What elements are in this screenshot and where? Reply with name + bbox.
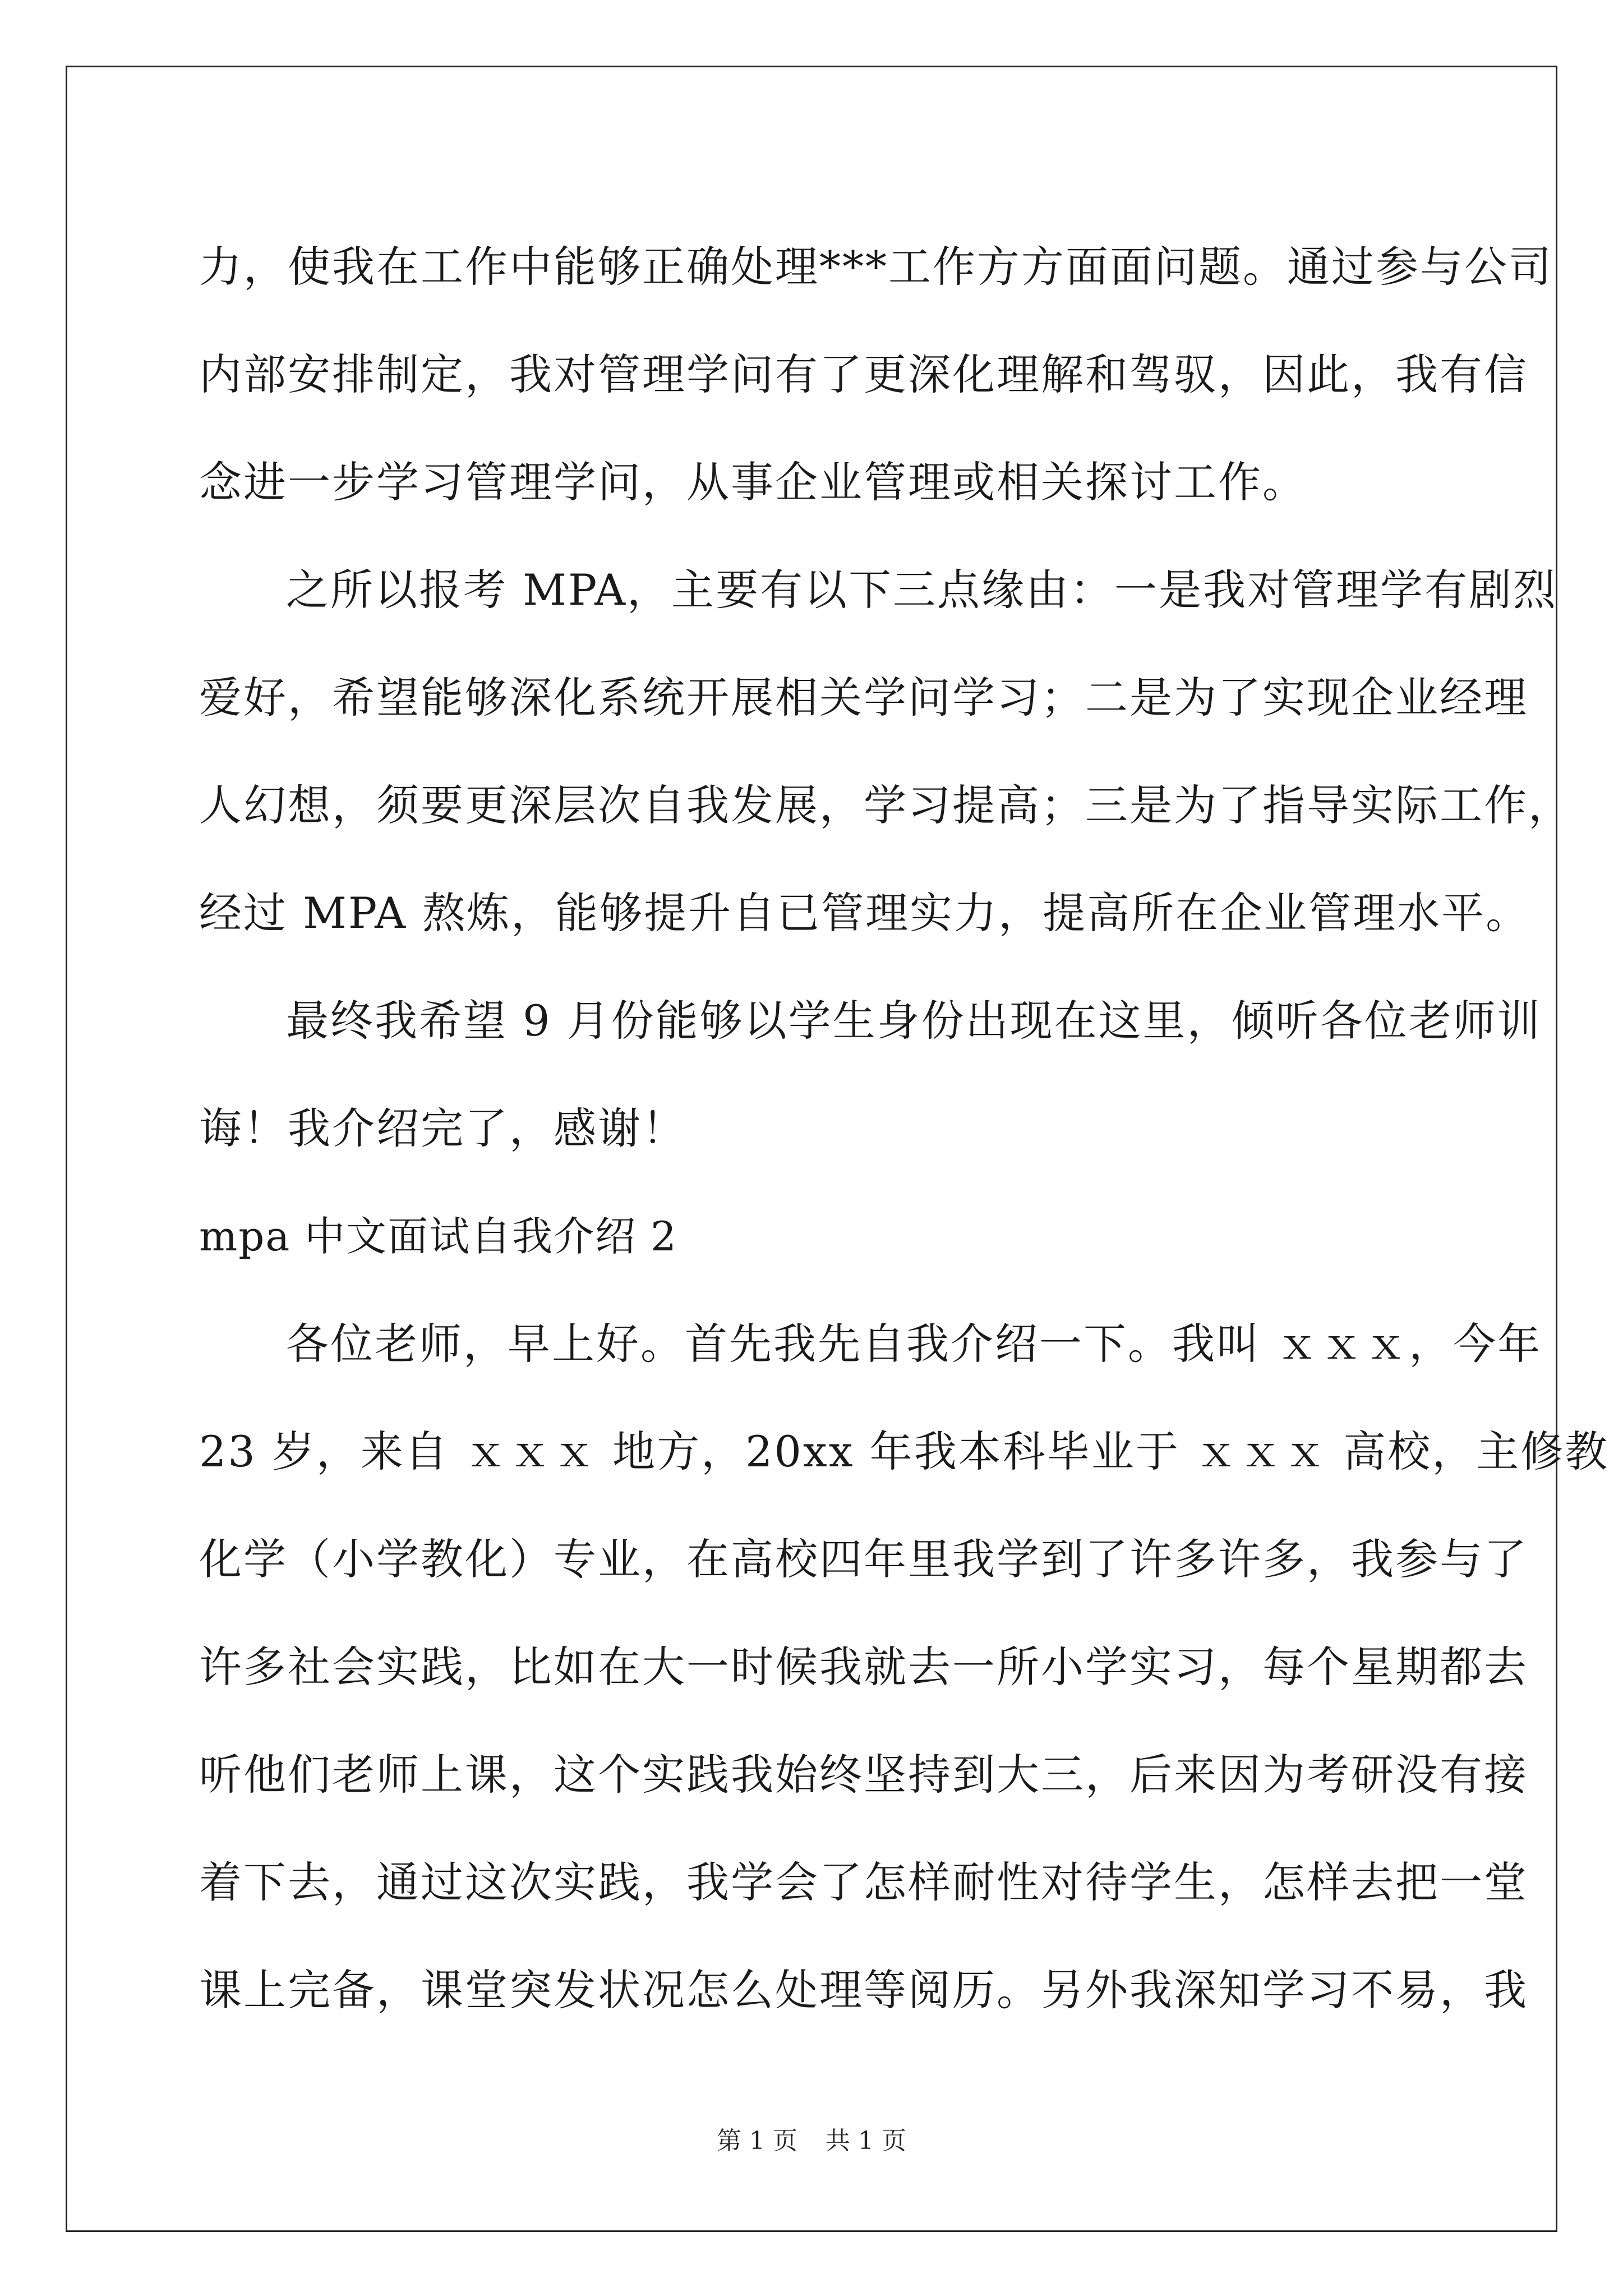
paragraph-line: 各位老师，早上好。首先我先自我介绍一下。我叫 ｘｘｘ，今年 bbox=[286, 1319, 1542, 1369]
document-body bbox=[199, 213, 1610, 2044]
paragraph-line: 许多社会实践，比如在大一时候我就去一所小学实习，每个星期都去 bbox=[199, 1642, 1528, 1692]
paragraph-line: 力，使我在工作中能够正确处理***工作方方面面问题。通过参与公司 bbox=[199, 242, 1553, 292]
paragraph-line: 念进一步学习管理学问，从事企业管理或相关探讨工作。 bbox=[199, 457, 1307, 507]
paragraph-line: 内部安排制定，我对管理学问有了更深化理解和驾驭，因此，我有信 bbox=[199, 349, 1528, 399]
page-number: 第 1 页 bbox=[717, 2127, 797, 2155]
paragraph-line: 听他们老师上课，这个实践我始终坚持到大三，后来因为考研没有接 bbox=[199, 1750, 1528, 1800]
paragraph-line: 23 岁，来自 ｘｘｘ 地方，20xx 年我本科毕业于 ｘｘｘ 高校，主修教 bbox=[199, 1427, 1610, 1476]
paragraph-line: 经过 MPA 熬炼，能够提升自已管理实力，提高所在企业管理水平。 bbox=[199, 888, 1530, 938]
paragraph-1 bbox=[199, 213, 1553, 536]
paragraph-2 bbox=[199, 536, 1573, 967]
paragraph-line: 着下去，通过这次实践，我学会了怎样耐性对待学生，怎样去把一堂 bbox=[199, 1857, 1528, 1907]
section-heading: mpa 中文面试自我介绍 2 bbox=[199, 1213, 677, 1260]
page-total: 共 1 页 bbox=[826, 2127, 906, 2155]
paragraph-line: 最终我希望 9 月份能够以学生身份出现在这里，倾听各位老师训 bbox=[286, 996, 1542, 1046]
paragraph-line: 化学（小学教化）专业，在高校四年里我学到了许多许多，我参与了 bbox=[199, 1534, 1528, 1584]
paragraph-line: 人幻想，须要更深层次自我发展，学习提高；三是为了指导实际工作， bbox=[199, 780, 1573, 830]
paragraph-line: 课上完备，课堂突发状况怎么处理等阅历。另外我深知学习不易，我 bbox=[199, 1965, 1528, 2015]
paragraph-4 bbox=[199, 1290, 1610, 2044]
paragraph-line: 之所以报考 MPA，主要有以下三点缘由：一是我对管理学有剧烈 bbox=[286, 565, 1558, 615]
paragraph-3 bbox=[199, 967, 1542, 1182]
page-footer bbox=[0, 2120, 1623, 2156]
paragraph-line: 诲！我介绍完了，感谢！ bbox=[199, 1103, 686, 1153]
paragraph-line: 爱好，希望能够深化系统开展相关学问学习；二是为了实现企业经理 bbox=[199, 673, 1528, 723]
